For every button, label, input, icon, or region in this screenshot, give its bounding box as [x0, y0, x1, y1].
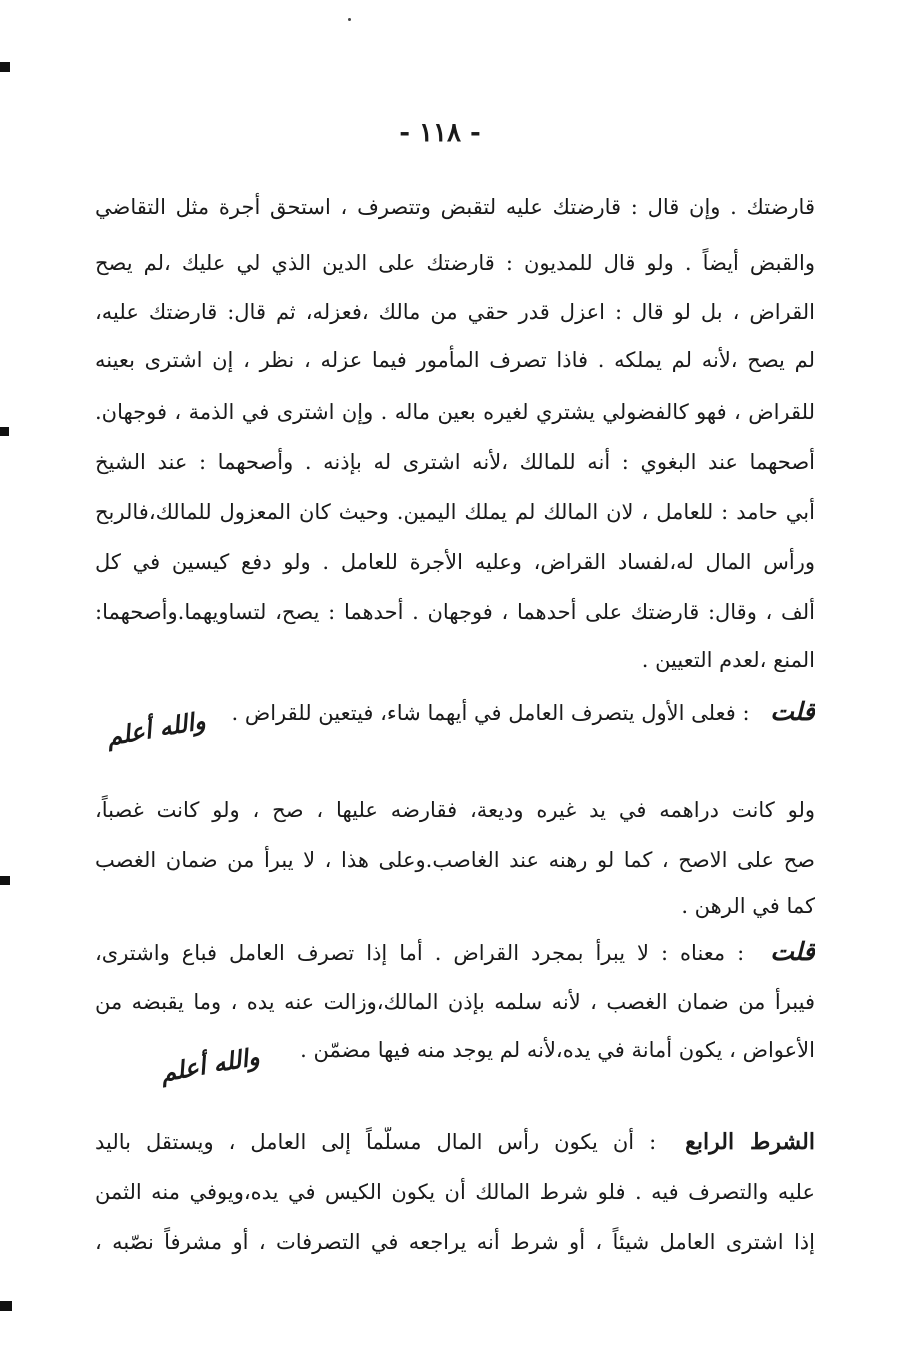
note-lead: قلت	[770, 937, 815, 966]
text-line: المنع ،لعدم التعيين .	[641, 648, 815, 672]
text-line: ولو كانت دراهمه في يد غيره وديعة، فقارضه عليها ، صح ، ولو كانت غصباً،	[95, 798, 815, 822]
text-line: القراض ، بل لو قال : اعزل قدر حقي من مالك ،فعزله، ثم قال: قارضتك عليه،	[95, 300, 815, 324]
note-text: : معناه : لا يبرأ بمجرد القراض . أما إذا تصرف العامل فباع واشترى،	[95, 941, 745, 965]
text-line: عليه والتصرف فيه . فلو شرط المالك أن يكون الكيس في يده،ويوفي منه الثمن	[95, 1180, 815, 1204]
text-line: والقبض أيضاً . ولو قال للمديون : قارضتك على الدين الذي لي عليك ،لم يصح	[95, 251, 815, 275]
text-line: فيبرأ من ضمان الغصب ، لأنه سلمه بإذن المالك،وزالت عنه يده ، وما يقبضه من	[95, 990, 815, 1014]
section-text: : أن يكون رأس المال مسلّماً إلى العامل ، ويستقل باليد	[95, 1130, 657, 1154]
note-text: : فعلى الأول يتصرف العامل في أيهما شاء، فيتعين للقراض .	[231, 701, 750, 725]
text-line: ألف ، وقال: قارضتك على أحدهما ، فوجهان . أحدهما : يصح، لتساويهما.وأصحهما:	[95, 600, 815, 624]
text-line: إذا اشترى العامل شيئاً ، أو شرط أنه يراجعه في التصرفات ، أو مشرفاً نصّبه ،	[95, 1230, 815, 1254]
page-number: - ١١٨ -	[399, 118, 481, 148]
text-line: ورأس المال له،لفساد القراض، وعليه الأجرة للعامل . ولو دفع كيسين في كل	[95, 550, 815, 574]
section-line	[95, 1127, 815, 1157]
text-line: أبي حامد : للعامل ، لان المالك لم يملك اليمين. وحيث كان المعزول للمالك،فالربح	[95, 500, 815, 524]
text-line: أصحهما عند البغوي : أنه للمالك ،لأنه اشترى له بإذنه . وأصحهما : عند الشيخ	[95, 450, 815, 474]
text-line: كما في الرهن .	[681, 894, 815, 918]
signoff: والله أعلم	[104, 705, 208, 752]
text-line: صح على الاصح ، كما لو رهنه عند الغاصب.وعلى هذا ، لا يبرأ من ضمان الغصب	[95, 848, 815, 872]
text-line: للقراض ، فهو كالفضولي يشتري لغيره بعين ماله . وإن اشترى في الذمة ، فوجهان.	[95, 400, 815, 424]
binding-mark	[0, 427, 9, 436]
note-lead: قلت	[770, 697, 815, 726]
binding-mark	[0, 62, 10, 72]
note-line	[95, 937, 815, 968]
binding-mark	[0, 1301, 12, 1311]
text-line: لم يصح ،لأنه لم يملكه . فاذا تصرف المأمور فيما عزله ، نظر ، إن اشترى بعينه	[95, 348, 815, 372]
section-lead: الشرط الرابع	[685, 1129, 815, 1155]
text-line: الأعواض ، يكون أمانة في يده،لأنه لم يوجد منه فيها مضمّن .	[300, 1038, 815, 1062]
text-line: قارضتك . وإن قال : قارضتك عليه لتقبض وتتصرف ، استحق أجرة مثل التقاضي	[95, 195, 815, 219]
scan-speck	[348, 18, 351, 21]
signoff: والله أعلم	[158, 1041, 262, 1088]
binding-mark	[0, 876, 10, 885]
